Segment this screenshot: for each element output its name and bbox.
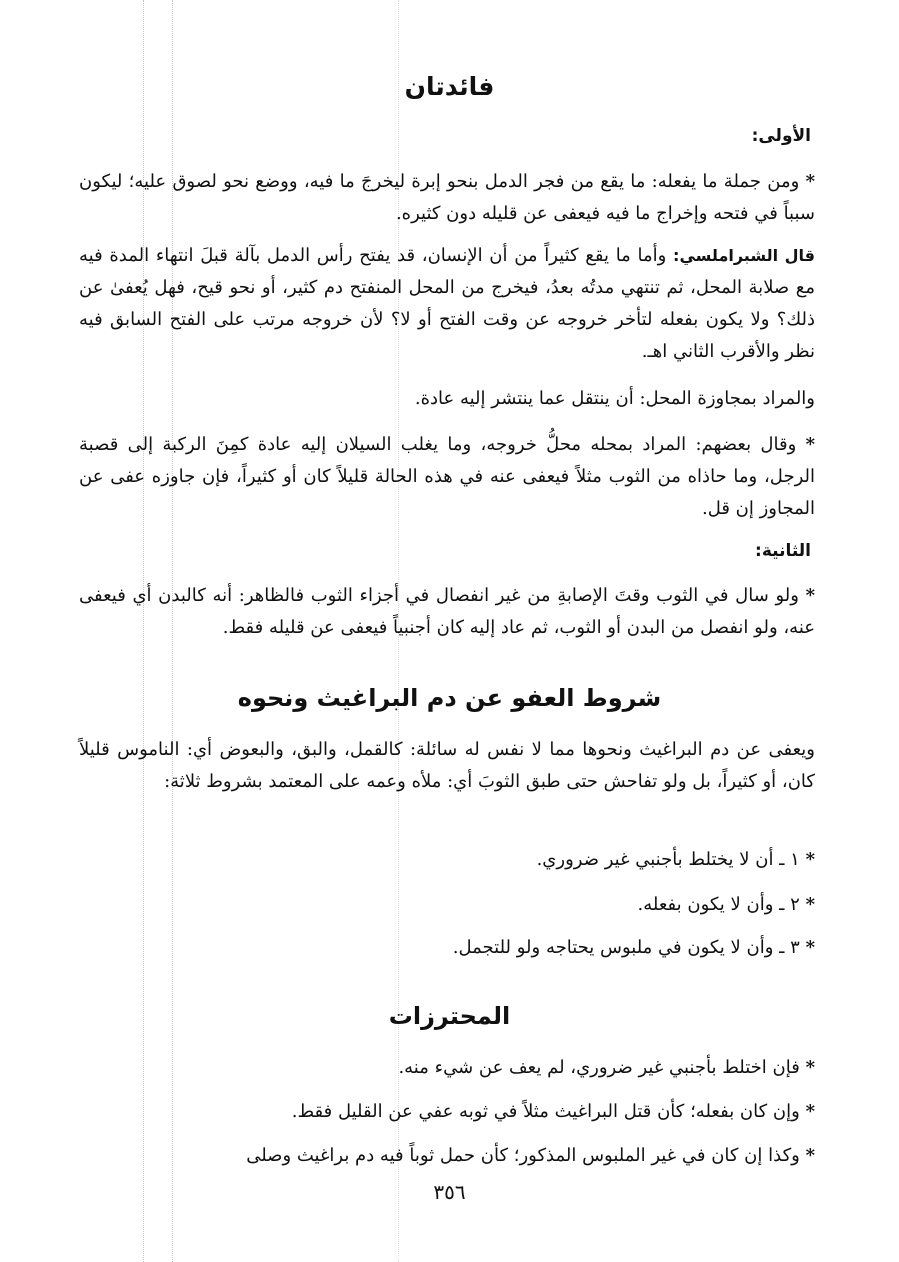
paragraph-text: وأما ما يقع كثيراً من أن الإنسان، قد يفتح رأس الدمل بآلة قبلَ انتهاء المدة فيه مع صلابة المحل، ثم تنتهي مدتُه بعدُ، فيخرج من المحل المنفتح دم كثير، أو نحو قيح، فهل يُعفىٰ عن ذلك؟ ولا يكون بفعله لتأخر خروجه عن وقت الفتح أو لا؟ لأن خروجه مرتب على الفتح السابق فيه نظر والأقرب الثاني اهـ. xyxy=(79,245,815,362)
condition-text: ٣ ـ وأن لا يكون في ملبوس يحتاجه ولو للتجمل. xyxy=(452,937,800,958)
condition-item-1 xyxy=(79,844,815,876)
bullet-mark: * xyxy=(805,585,815,606)
paragraph-shubramalsi-quote xyxy=(79,240,815,368)
exclusion-text: وكذا إن كان في غير الملبوس المذكور؛ كأن حمل ثوباً فيه دم براغيث وصلى xyxy=(246,1145,800,1166)
paragraph-text: ولو سال في الثوب وقتَ الإصابةِ من غير انفصال في أجزاء الثوب فالظاهر: أنه كالبدن أي فيعفى عنه، ولو انفصل من البدن أو الثوب، ثم عاد إليه كان أجنبياً فيعفى عن قليله فقط. xyxy=(79,585,815,638)
section-title-two-benefits: فائدتان xyxy=(404,72,495,101)
bullet-mark: * xyxy=(805,849,815,870)
paragraph-some-said xyxy=(79,429,815,525)
bullet-mark: * xyxy=(805,894,815,915)
bullet-mark: * xyxy=(805,937,815,958)
bullet-mark: * xyxy=(805,171,815,192)
condition-item-3 xyxy=(79,932,815,964)
exclusion-text: وإن كان بفعله؛ كأن قتل البراغيث مثلاً في ثوبه عفي عن القليل فقط. xyxy=(291,1101,800,1122)
quote-lead: قال الشبراملسي: xyxy=(673,246,816,265)
paragraph-lancing-boil xyxy=(79,166,815,230)
paragraph-flea-blood xyxy=(79,734,815,798)
page-number: ٣٥٦ xyxy=(433,1180,466,1204)
exclusion-text: فإن اختلط بأجنبي غير ضروري، لم يعف عن شيء منه. xyxy=(398,1057,800,1078)
exclusion-item-2 xyxy=(79,1096,815,1128)
bullet-mark: * xyxy=(805,434,815,455)
exclusion-item-1 xyxy=(79,1052,815,1084)
paragraph-text: والمراد بمجاوزة المحل: أن ينتقل عما ينتشر إليه عادة. xyxy=(414,388,815,409)
section-title-flea-blood: شروط العفو عن دم البراغيث ونحوه xyxy=(237,684,662,712)
paragraph-exceeding-place xyxy=(79,383,815,415)
bullet-mark: * xyxy=(805,1145,815,1166)
subheading-second: الثانية: xyxy=(755,541,811,561)
paragraph-text: وقال بعضهم: المراد بمحله محلُّ خروجه، وما يغلب السيلان إليه عادة كمِنَ الركبة إلى قصبة الرجل، وما حاذاه من الثوب مثلاً فيعفى عنه في هذه الحالة قليلاً كان أو كثيراً، فإن جاوزه عفى عن المجاوز إن قل. xyxy=(79,434,815,519)
condition-text: ١ ـ أن لا يختلط بأجنبي غير ضروري. xyxy=(536,849,800,870)
condition-item-2 xyxy=(79,889,815,921)
section-title-exclusions: المحترزات xyxy=(388,1002,511,1030)
condition-text: ٢ ـ وأن لا يكون بفعله. xyxy=(637,894,800,915)
paragraph-text: ويعفى عن دم البراغيث ونحوها مما لا نفس له سائلة: كالقمل، والبق، والبعوض أي: الناموس قليلاً كان، أو كثيراً، بل ولو تفاحش حتى طبق الثوبَ أي: ملأه وعمه على المعتمد بشروط ثلاثة: xyxy=(79,739,815,792)
exclusion-item-3 xyxy=(79,1140,815,1172)
subheading-first: الأولى: xyxy=(751,126,811,146)
bullet-mark: * xyxy=(805,1101,815,1122)
paragraph-flowing-in-garment xyxy=(79,580,815,644)
paragraph-text: ومن جملة ما يفعله: ما يقع من فجر الدمل بنحو إبرة ليخرجَ ما فيه، ووضع نحو لصوق عليه؛ ليكون سبباً في فتحه وإخراج ما فيه فيعفى عن قليله دون كثيره. xyxy=(79,171,815,224)
bullet-mark: * xyxy=(805,1057,815,1078)
